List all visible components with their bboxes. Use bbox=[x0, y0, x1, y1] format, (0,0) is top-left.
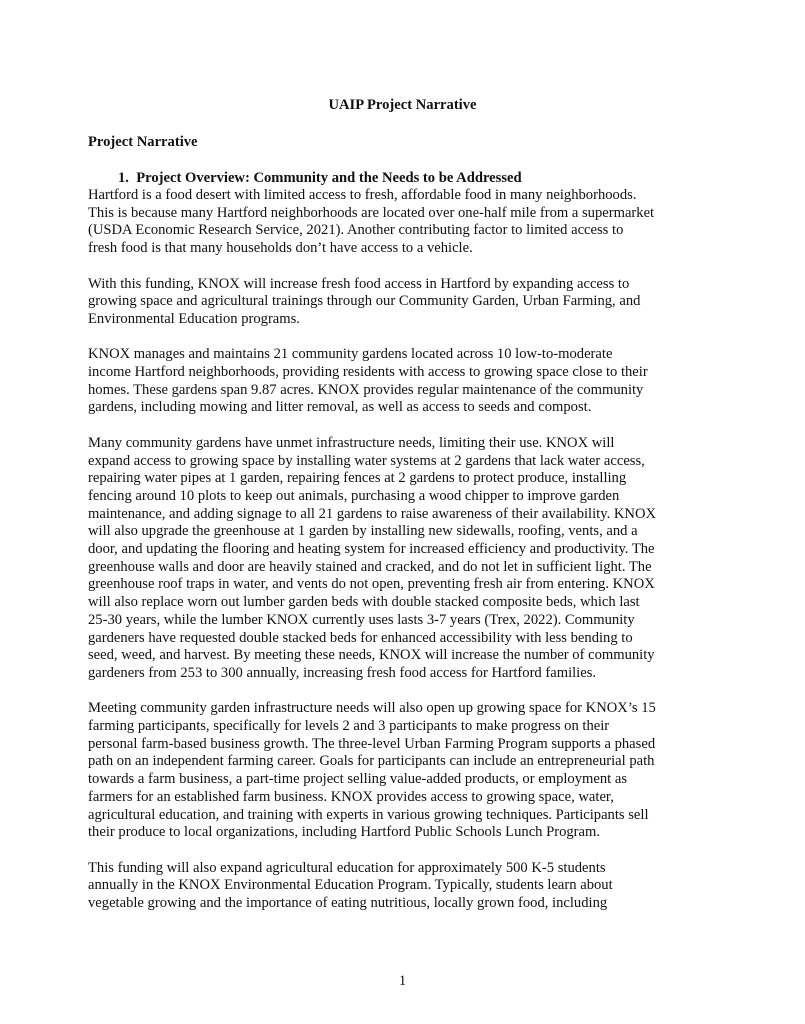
section-heading: Project Narrative bbox=[88, 134, 198, 150]
section-subheading: 1. Project Overview: Community and the Needs to be Addressed bbox=[118, 170, 522, 186]
body-text bbox=[88, 187, 723, 930]
document-title: UAIP Project Narrative bbox=[328, 97, 477, 113]
paragraph: Hartford is a food desert with limited access to fresh, affordable food in many neighborhoods. This is because many Hartford neighborhoods are located over one-half mile from a supermarket (USDA Economic Research Service, 2021). Another contributing factor to limited access to fresh food is that many households don’t have access to a vehicle. bbox=[88, 187, 655, 257]
paragraph: KNOX manages and maintains 21 community gardens located across 10 low-to-moderate income Hartford neighborhoods, providing residents with access to growing space close to their homes. These gardens span 9.87 acres. KNOX provides regular maintenance of the community gardens, including mowing and litter removal, as well as access to seeds and compost. bbox=[88, 346, 648, 416]
paragraph: Meeting community garden infrastructure needs will also open up growing space for KNOX’s 15 farming participants, specifically for levels 2 and 3 participants to make progress on their personal farm-based business growth. The three-level Urban Farming Program supports a phased path on an independent farming career. Goals for participants can include an entrepreneurial path towards a farm business, a part-time project selling value-added products, or employment as farmers for an established farm business. KNOX provides access to growing space, water, agricultural education, and training with experts in various growing techniques. Participants sell their produce to local organizations, including Hartford Public Schools Lunch Program. bbox=[88, 700, 656, 841]
paragraph: With this funding, KNOX will increase fresh food access in Hartford by expanding access to growing space and agricultural trainings through our Community Garden, Urban Farming, and Environmental Education programs. bbox=[88, 275, 641, 327]
paragraph: This funding will also expand agricultural education for approximately 500 K-5 students annually in the KNOX Environmental Education Program. Typically, students learn about vegetable growing and the importance of eating nutritious, locally grown food, including bbox=[88, 859, 613, 912]
page-number: 1 bbox=[398, 973, 407, 989]
paragraph: Many community gardens have unmet infrastructure needs, limiting their use. KNOX will expand access to growing space by installing water systems at 2 gardens that lack water access, repairing water pipes at 1 garden, repairing fences at 2 gardens to protect produce, installing fencing around 10 plots to keep out animals, purchasing a wood chipper to improve garden maintenance, and adding signage to all 21 gardens to raise awareness of their availability. KNOX will also upgrade the greenhouse at 1 garden by installing new sidewalls, roofing, vents, and a door, and updating the flooring and heating system for increased efficiency and productivity. The greenhouse walls and door are heavily stained and cracked, and do not let in sufficient light. The greenhouse roof traps in water, and vents do not open, preventing fresh air from entering. KNOX will also replace worn out lumber garden beds with double stacked composite beds, which last 25-30 years, while the lumber KNOX currently uses lasts 3-7 years (Trex, 2022). Community gardeners have requested double stacked beds for enhanced accessibility with less bending to seed, weed, and harvest. By meeting these needs, KNOX will increase the number of community gardeners from 253 to 300 annually, increasing fresh food access for Hartford families. bbox=[88, 434, 657, 681]
